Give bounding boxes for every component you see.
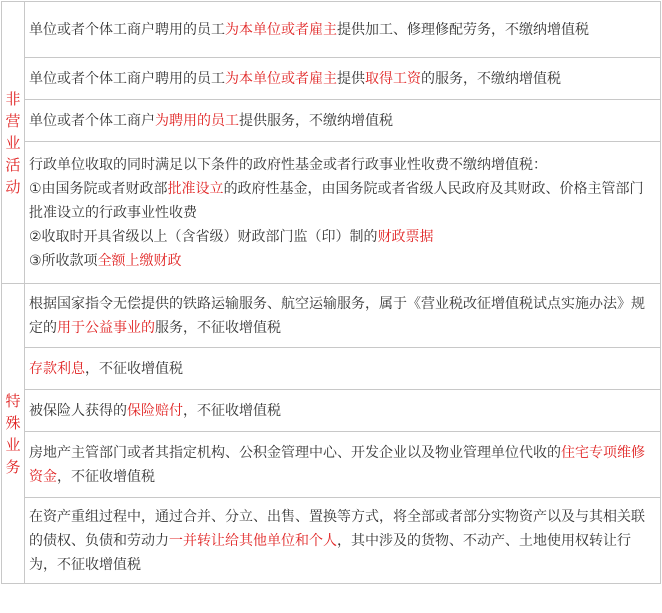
- table-row: [2, 390, 661, 432]
- category-char: 非: [5, 89, 21, 108]
- row-employee-processing-service: 单位或者个体工商户聘用的员工为本单位或者雇主提供加工、修理修配劳务，不缴纳增值税: [25, 2, 661, 58]
- row-maintenance-fund: 房地产主管部门或者其指定机构、公积金管理中心、开发企业以及物业管理单位代收的住宅专项维修资金，不征收增值税: [25, 432, 661, 498]
- row-insurance-payout: 被保险人获得的保险赔付，不征收增值税: [25, 390, 661, 432]
- table-row: [2, 100, 661, 142]
- row-public-welfare-transport: 根据国家指令无偿提供的铁路运输服务、航空运输服务，属于《营业税改征增值税试点实施办法》规定的用于公益事业的服务，不征收增值税: [25, 284, 661, 348]
- category-char: 活: [5, 155, 21, 174]
- tax-exemption-table: [1, 1, 661, 584]
- category-char: 营: [5, 111, 21, 130]
- category-non-business-activity: [2, 2, 25, 284]
- category-char: 特: [5, 391, 21, 410]
- table-row: [2, 58, 661, 100]
- category-char: 殊: [5, 413, 21, 432]
- row-employer-to-employee-service: 单位或者个体工商户为聘用的员工提供服务，不缴纳增值税: [25, 100, 661, 142]
- condition-2: ②收取时开具省级以上（含省级）财政部门监（印）制的财政票据: [29, 228, 434, 245]
- table-row: [2, 498, 661, 584]
- table-row: [2, 284, 661, 348]
- table-row: [2, 142, 661, 284]
- category-special-business: [2, 284, 25, 584]
- condition-1: ①由国务院或者财政部批准设立的政府性基金，由国务院或者省级人民政府及其财政、价格主管部门批准设立的行政事业性收费: [29, 180, 644, 221]
- intro-line: 行政单位收取的同时满足以下条件的政府性基金或者行政事业性收费不缴纳增值税：: [29, 156, 547, 173]
- category-char: 务: [5, 457, 21, 476]
- category-char: 业: [5, 435, 21, 454]
- row-employee-salary-service: 单位或者个体工商户聘用的员工为本单位或者雇主提供取得工资的服务，不缴纳增值税: [25, 58, 661, 100]
- category-char: 业: [5, 133, 21, 152]
- row-government-fees: [25, 142, 661, 284]
- table-row: [2, 432, 661, 498]
- row-deposit-interest: 存款利息，不征收增值税: [25, 348, 661, 390]
- table-row: [2, 348, 661, 390]
- row-asset-restructuring: 在资产重组过程中，通过合并、分立、出售、置换等方式，将全部或者部分实物资产以及与其相关联的债权、负债和劳动力一并转让给其他单位和个人，其中涉及的货物、不动产、土地使用权转让行为，不征收增值税: [25, 498, 661, 584]
- table-row: [2, 2, 661, 58]
- category-char: 动: [5, 177, 21, 196]
- condition-3: ③所收款项全额上缴财政: [29, 252, 182, 269]
